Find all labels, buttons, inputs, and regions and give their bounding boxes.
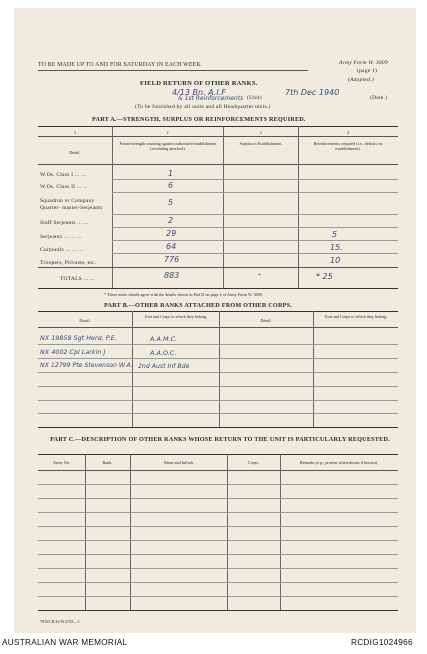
part-b-row-1-unit: A.A.M.C. <box>150 335 178 343</box>
form-page: (page 1) <box>357 68 378 74</box>
row-cqms-posted: 5 <box>168 198 174 207</box>
row-cpl-posted: 64 <box>166 242 177 251</box>
row-rule <box>112 227 398 228</box>
row-wo2-posted: 6 <box>168 181 174 190</box>
part-a-col-divider-1 <box>112 126 113 288</box>
part-b-heading: PART B.—OTHER RANKS ATTACHED FROM OTHER CORPS. <box>104 302 292 309</box>
part-c-header-rule <box>38 470 398 471</box>
col-num-1: 1 <box>73 130 77 135</box>
part-b-col-unit-2: Unit and Corps to which they belong. <box>324 314 388 319</box>
adopted-label: (Adopted.) <box>348 77 374 83</box>
part-a-num-rule <box>38 136 398 137</box>
part-c-col-divider-3 <box>227 454 228 610</box>
part-c-col-rank: Rank. <box>102 460 113 465</box>
part-b-col-divider-2 <box>219 311 220 427</box>
part-b-col-unit-1: Unit and Corps to which they belong. <box>144 314 208 319</box>
row-rule <box>38 484 398 485</box>
part-c-col-divider-2 <box>130 454 131 610</box>
col-num-4: 4 <box>346 130 350 135</box>
row-pte-detail: Troopers, Privates, etc. <box>40 260 97 266</box>
part-b-top-rule <box>38 311 398 312</box>
row-rule <box>112 179 398 180</box>
part-b-col-divider-3 <box>313 311 314 427</box>
form-number: Army Form W. 3009 <box>339 60 388 66</box>
row-rule <box>38 498 398 499</box>
row-rule <box>38 554 398 555</box>
part-b-col-divider-1 <box>132 311 133 427</box>
row-rule <box>38 358 398 359</box>
part-a-bottom-rule <box>38 288 398 289</box>
part-b-row-1-detail: NX 19858 Sgt Herd, P.E. <box>40 334 117 342</box>
col-num-3: 3 <box>259 130 262 135</box>
row-wo2-detail: W.Os. Class II ... ... <box>40 184 89 190</box>
date-label: (Date.) <box>370 95 388 101</box>
top-instruction: TO BE MADE UP TO AND FOR SATURDAY IN EACH WEEK. <box>38 62 203 68</box>
part-b-bottom-rule <box>38 427 398 428</box>
row-rule <box>38 372 398 373</box>
part-c-col-remarks: Remarks (e.g., present whereabouts if known). <box>299 460 379 465</box>
part-c-col-divider-4 <box>280 454 281 610</box>
unit-label: (Unit) <box>247 95 262 101</box>
totals-posted: 883 <box>164 271 180 280</box>
row-rule <box>38 526 398 527</box>
row-ssgt-detail: Staff Serjeants ... ... <box>40 220 89 226</box>
part-b-header-rule <box>38 327 398 328</box>
totals-label: TOTALS ... ... <box>60 276 95 282</box>
print-code: 78163 R.44 W.2763—1 <box>40 619 80 624</box>
part-b-col-detail-1: Detail. <box>79 318 91 323</box>
col-header-detail: Detail. <box>69 150 81 155</box>
row-rule <box>112 253 398 254</box>
part-a-header-rule <box>38 164 398 165</box>
part-b-row-3-unit: 2nd Aust Inf Bde <box>138 363 190 370</box>
row-rule <box>38 386 398 387</box>
row-cpl-detail: Corporals ... ... ... <box>40 247 84 253</box>
part-c-col-divider-1 <box>85 454 86 610</box>
unit-handwritten: 4/13 Bn. A.I.F <box>172 88 226 97</box>
unit-sub-handwritten: & 1st Reinforcements <box>178 95 244 102</box>
row-rule <box>38 400 398 401</box>
row-rule <box>112 240 398 241</box>
row-rule <box>112 192 398 193</box>
row-rule <box>38 582 398 583</box>
row-rule <box>38 540 398 541</box>
row-cqms-detail: Squadron or Company Quarter- master-Serjeants <box>40 198 103 211</box>
totals-surplus: * <box>258 273 261 279</box>
form-title: FIELD RETURN OF OTHER RANKS. <box>140 80 258 87</box>
row-ssgt-posted: 2 <box>168 216 174 225</box>
part-a-footnote: * These totals should agree with the details shown in Part D on page 2 of Army Form W. 3009. <box>104 292 263 297</box>
row-rule <box>38 344 398 345</box>
col-header-surplus: Surplus to Establishment. <box>239 141 283 146</box>
row-sgt-detail: Serjeants ... ... ... <box>40 234 82 240</box>
footer-record-id: RCDIG1024966 <box>351 638 413 647</box>
header-rule <box>38 70 308 71</box>
row-sgt-posted: 29 <box>166 229 177 238</box>
row-pte-reinf: 10 <box>330 256 341 265</box>
col-num-2: 2 <box>166 130 169 135</box>
row-rule <box>38 568 398 569</box>
part-a-heading: PART A.—STRENGTH, SURPLUS OR REINFORCEMENTS REQUIRED. <box>92 116 306 123</box>
row-rule <box>38 413 398 414</box>
col-header-posted: Posted strength counting against authorized establishment (excluding attached). <box>119 141 217 151</box>
part-b-row-3-detail: NX 12799 Pte Stevenson W.A. <box>40 362 133 369</box>
row-wo1-detail: W.Os. Class I ... ... <box>40 172 86 178</box>
totals-top-rule <box>38 267 398 268</box>
part-a-top-rule <box>38 126 398 127</box>
row-sgt-reinf: 5 <box>332 230 338 239</box>
part-c-bottom-rule <box>38 610 398 611</box>
date-handwritten: 7th Dec 1940 <box>285 88 340 97</box>
row-rule <box>38 596 398 597</box>
row-rule <box>112 214 398 215</box>
col-header-reinforcements: Reinforcements required (i.e., deficits on establishment). <box>313 141 383 151</box>
row-rule <box>38 512 398 513</box>
part-c-heading: PART C.—DESCRIPTION OF OTHER RANKS WHOSE RETURN TO THE UNIT IS PARTICULARLY REQUESTED. <box>50 436 390 443</box>
row-cpl-reinf: 15. <box>330 243 343 252</box>
row-wo1-posted: 1 <box>168 169 174 178</box>
row-pte-posted: 776 <box>164 255 180 264</box>
part-c-col-corps: Corps. <box>247 460 260 465</box>
part-b-row-2-detail: NX 4002 Cpl Larkin J <box>40 348 106 356</box>
part-b-row-2-unit: A.A.O.C. <box>150 349 177 357</box>
part-c-top-rule <box>38 454 398 455</box>
totals-reinf: * 25 <box>316 272 333 281</box>
part-c-col-army-no: Army No. <box>53 460 70 465</box>
part-a-col-divider-3 <box>298 126 299 288</box>
part-b-col-detail-2: Detail. <box>260 318 272 323</box>
footer-source: AUSTRALIAN WAR MEMORIAL <box>2 638 128 647</box>
part-a-col-divider-2 <box>223 126 224 288</box>
furnish-note: (To be furnished by all units and all Headquarter units.) <box>135 104 271 110</box>
part-c-col-name: Name and Initials <box>163 460 194 465</box>
